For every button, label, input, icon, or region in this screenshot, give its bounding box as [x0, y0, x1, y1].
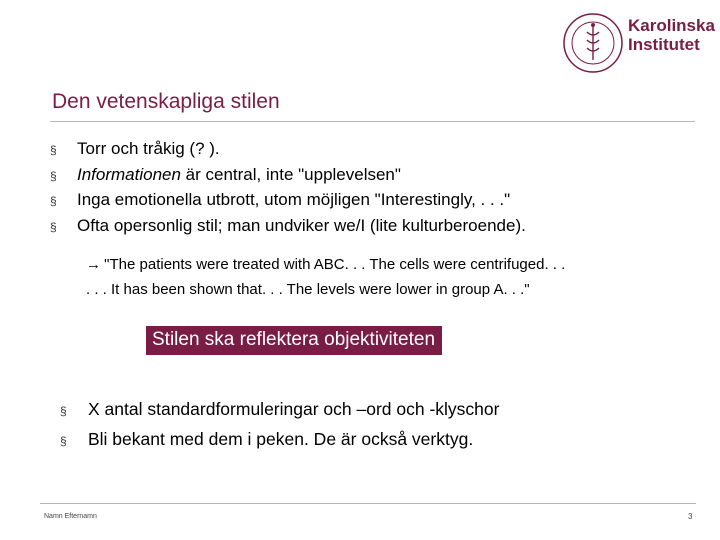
example-quotes	[86, 252, 565, 302]
main-bullet-list	[50, 137, 526, 239]
bullet-square-icon: §	[50, 143, 57, 157]
highlight-box: Stilen ska reflektera objektiviteten	[146, 326, 442, 355]
slide-title: Den vetenskapliga stilen	[52, 90, 280, 113]
bullet-text: Ofta opersonlig stil; man undviker we/I (lite kulturberoende).	[77, 215, 526, 235]
example-line-2: . . . It has been shown that. . . The levels were lower in group A. . ."	[86, 281, 530, 298]
bullet-item	[50, 188, 526, 214]
bullet-item	[50, 137, 526, 163]
bullet-item	[60, 425, 499, 455]
logo-wordmark	[628, 16, 715, 54]
bullet-text: Inga emotionella utbrott, utom möjligen "Interestingly, . . ."	[77, 190, 511, 209]
bullet-square-icon: §	[50, 194, 57, 208]
page-number: 3	[688, 512, 693, 521]
bullet-square-icon: §	[50, 219, 57, 234]
logo-line-1: Karolinska	[628, 16, 715, 35]
seal-icon	[560, 10, 630, 74]
bullet-item	[60, 395, 499, 425]
footer-author: Namn Efternamn	[44, 513, 97, 520]
bullet-text: Informationen är central, inte "upplevelsen"	[77, 164, 401, 184]
bullet-square-icon: §	[60, 434, 67, 448]
secondary-bullet-list	[60, 395, 499, 455]
bullet-square-icon: §	[60, 404, 67, 418]
example-line-1: → "The patients were treated with ABC. . . The cells were centrifuged. . .	[86, 252, 565, 277]
bullet-item	[50, 163, 526, 189]
bullet-text: Bli bekant med dem i peken. De är också verktyg.	[88, 429, 474, 449]
footer-divider	[40, 503, 696, 504]
bullet-square-icon: §	[50, 168, 57, 183]
title-divider	[50, 121, 695, 122]
bullet-text: Torr och tråkig (? ).	[77, 139, 220, 158]
arrow-right-icon: →	[86, 256, 101, 273]
logo-line-2: Institutet	[628, 35, 700, 54]
bullet-text: X antal standardformuleringar och –ord och -klyschor	[88, 399, 500, 419]
bullet-item	[50, 214, 526, 240]
